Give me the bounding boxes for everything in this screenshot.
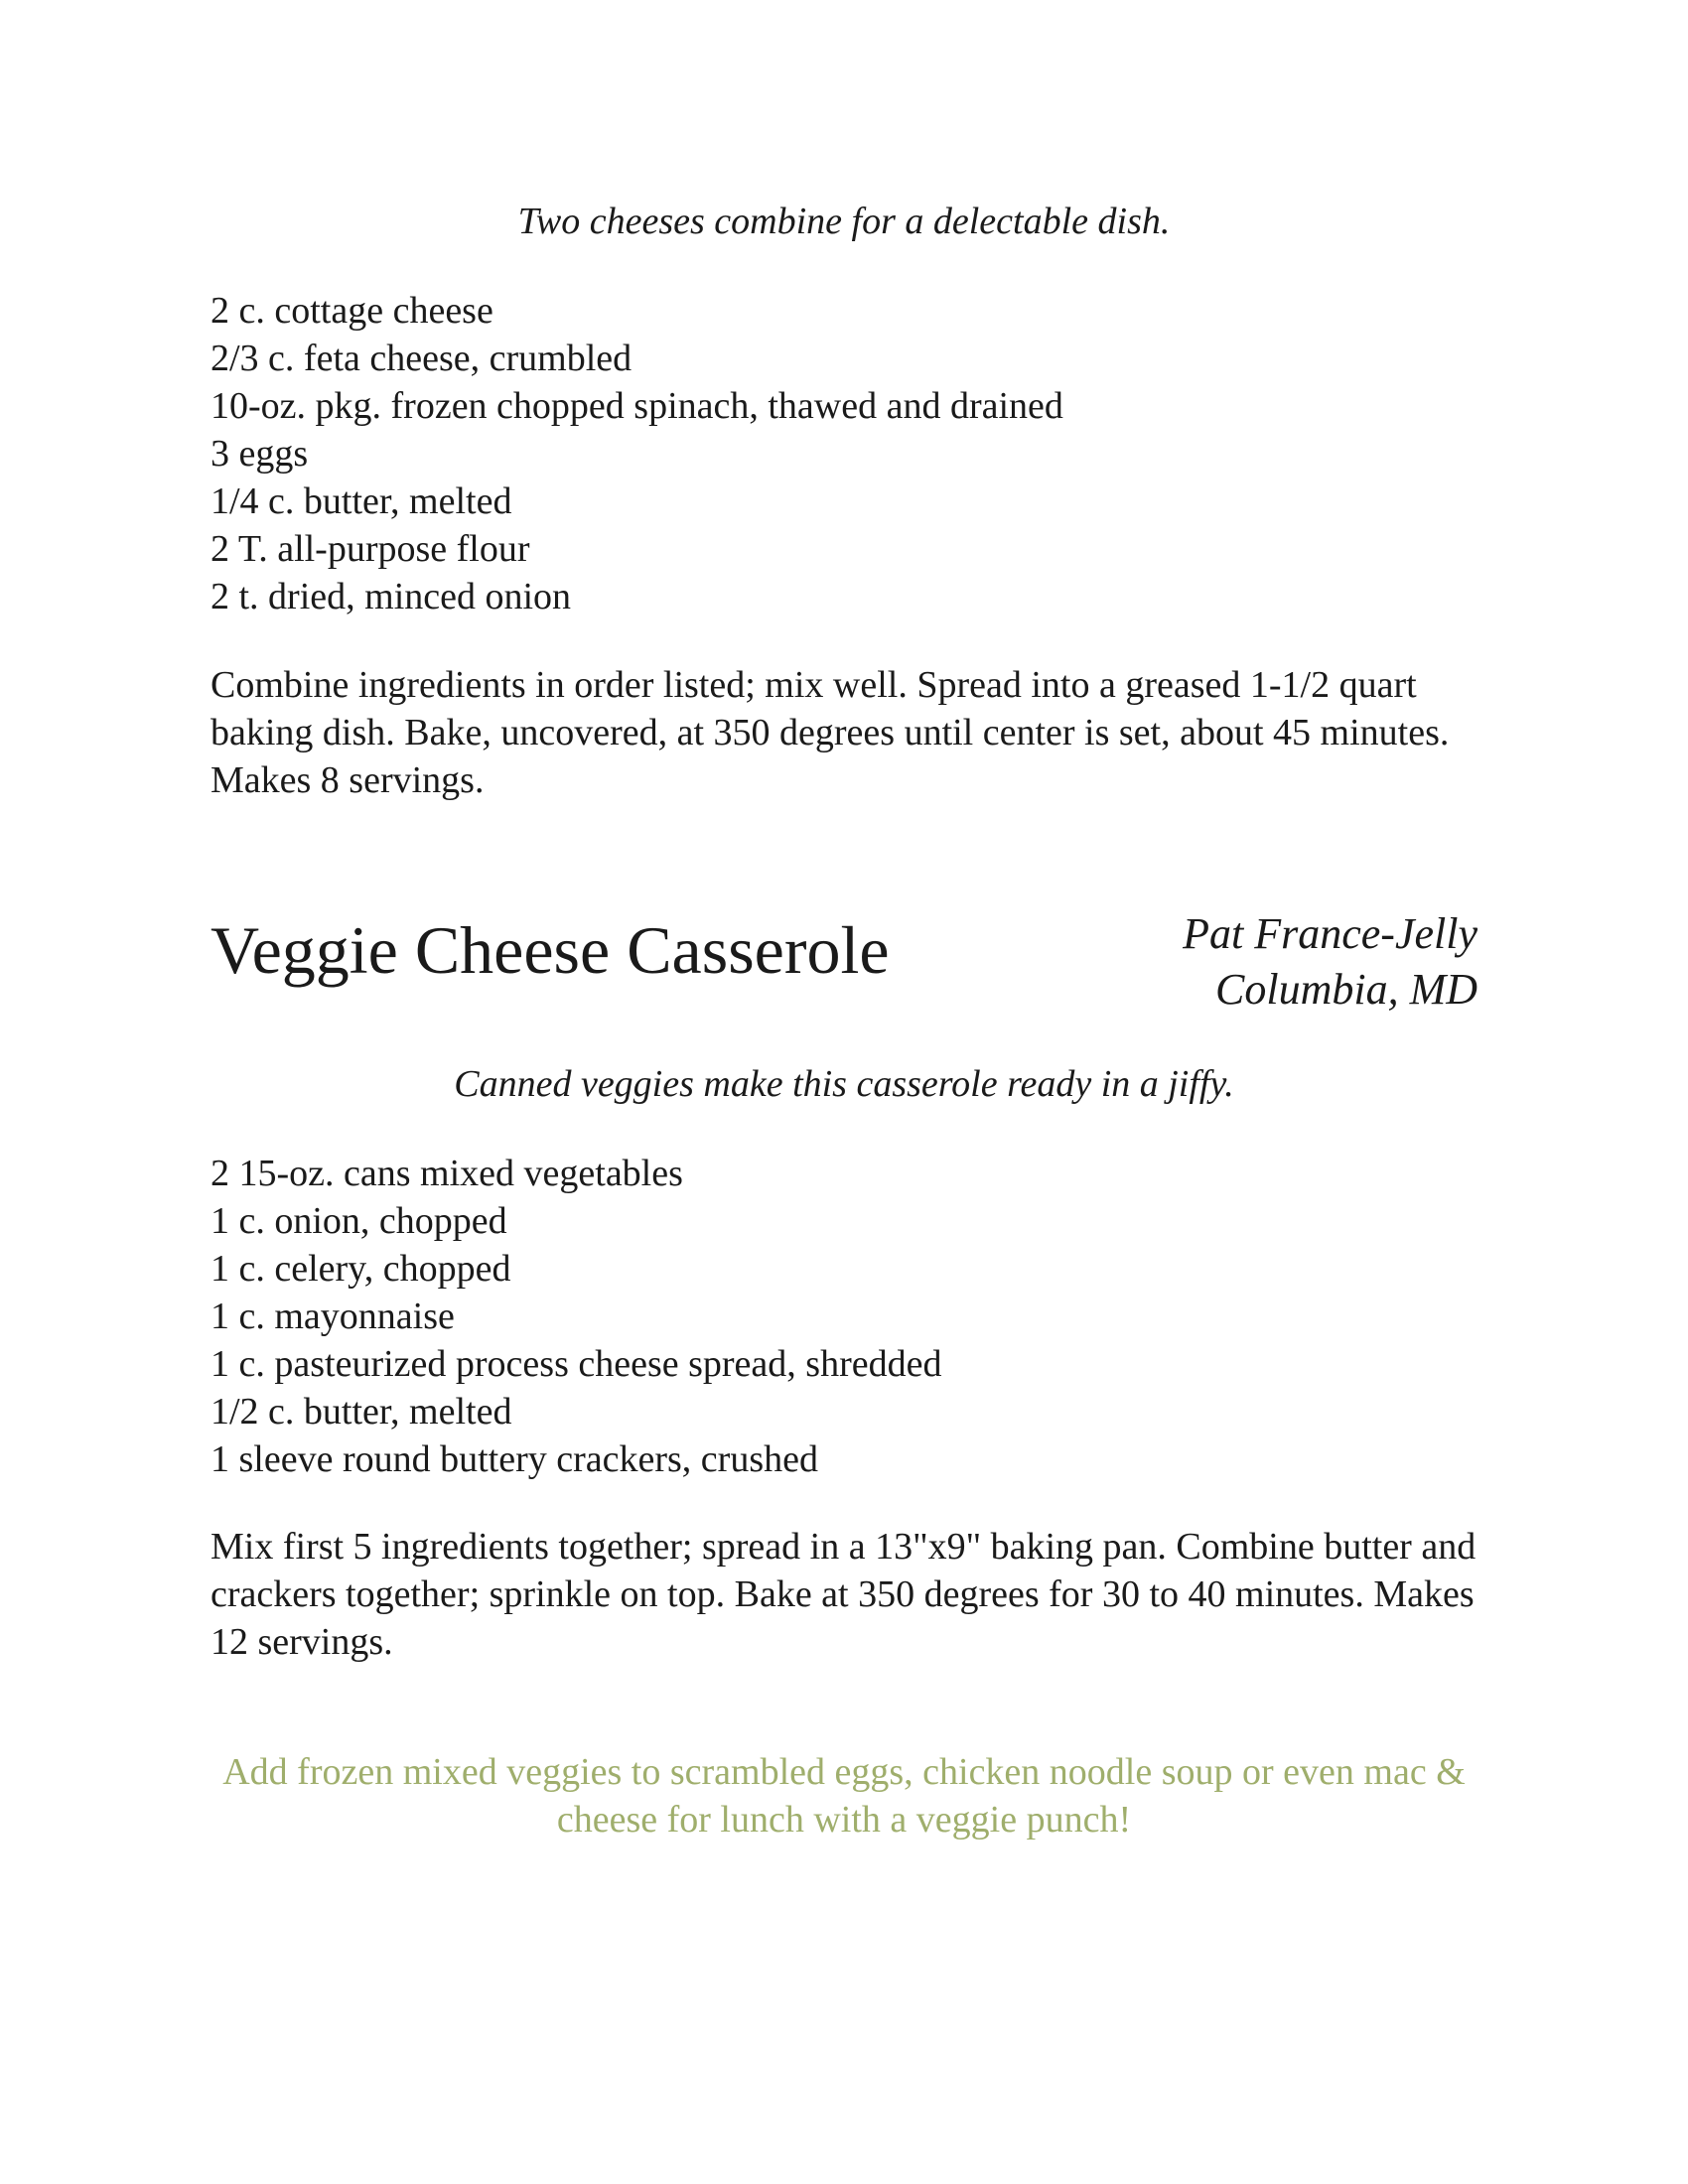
ingredient-item: 1 c. pasteurized process cheese spread, shredded bbox=[211, 1343, 942, 1385]
author-name: Pat France-Jelly bbox=[1183, 909, 1477, 958]
recipe-page bbox=[211, 0, 1477, 2184]
ingredient-item: 2 t. dried, minced onion bbox=[211, 576, 572, 617]
recipe2-author bbox=[1183, 906, 1477, 1018]
ingredient-item: 3 eggs bbox=[211, 433, 309, 475]
tip-text: Add frozen mixed veggies to scrambled eggs, chicken noodle soup or even mac & cheese for lunch with a veggie punch! bbox=[222, 1751, 1466, 1841]
recipe1-directions: Combine ingredients in order listed; mix well. Spread into a greased 1-1/2 quart baking dish. Bake, uncovered, at 350 degrees until center is set, about 45 minutes. Makes 8 servings. bbox=[211, 664, 1450, 801]
ingredient-item: 1 sleeve round buttery crackers, crushed bbox=[211, 1438, 818, 1480]
author-location: Columbia, MD bbox=[1215, 965, 1477, 1014]
recipe2-directions: Mix first 5 ingredients together; spread in a 13"x9" baking pan. Combine butter and crackers together; sprinkle on top. Bake at 350 degrees for 30 to 40 minutes. Makes 12 servings. bbox=[211, 1526, 1477, 1663]
ingredient-item: 1 c. onion, chopped bbox=[211, 1200, 507, 1242]
ingredient-item: 2 T. all-purpose flour bbox=[211, 528, 530, 570]
ingredient-item: 1/4 c. butter, melted bbox=[211, 480, 512, 522]
recipe1-ingredient-list bbox=[211, 287, 1063, 620]
ingredient-item: 2 c. cottage cheese bbox=[211, 290, 493, 332]
recipe1-tagline: Two cheeses combine for a delectable dish. bbox=[517, 201, 1171, 242]
ingredient-item: 2/3 c. feta cheese, crumbled bbox=[211, 338, 633, 379]
recipe2-tagline: Canned veggies make this casserole ready in a jiffy. bbox=[454, 1063, 1234, 1105]
ingredient-item: 1/2 c. butter, melted bbox=[211, 1391, 512, 1433]
recipe2-title: Veggie Cheese Casserole bbox=[211, 912, 890, 988]
recipe2-ingredient-list bbox=[211, 1150, 941, 1483]
ingredient-item: 1 c. mayonnaise bbox=[211, 1296, 455, 1337]
ingredient-item: 10-oz. pkg. frozen chopped spinach, thawed and drained bbox=[211, 385, 1063, 427]
ingredient-item: 1 c. celery, chopped bbox=[211, 1248, 511, 1290]
ingredient-item: 2 15-oz. cans mixed vegetables bbox=[211, 1153, 683, 1194]
